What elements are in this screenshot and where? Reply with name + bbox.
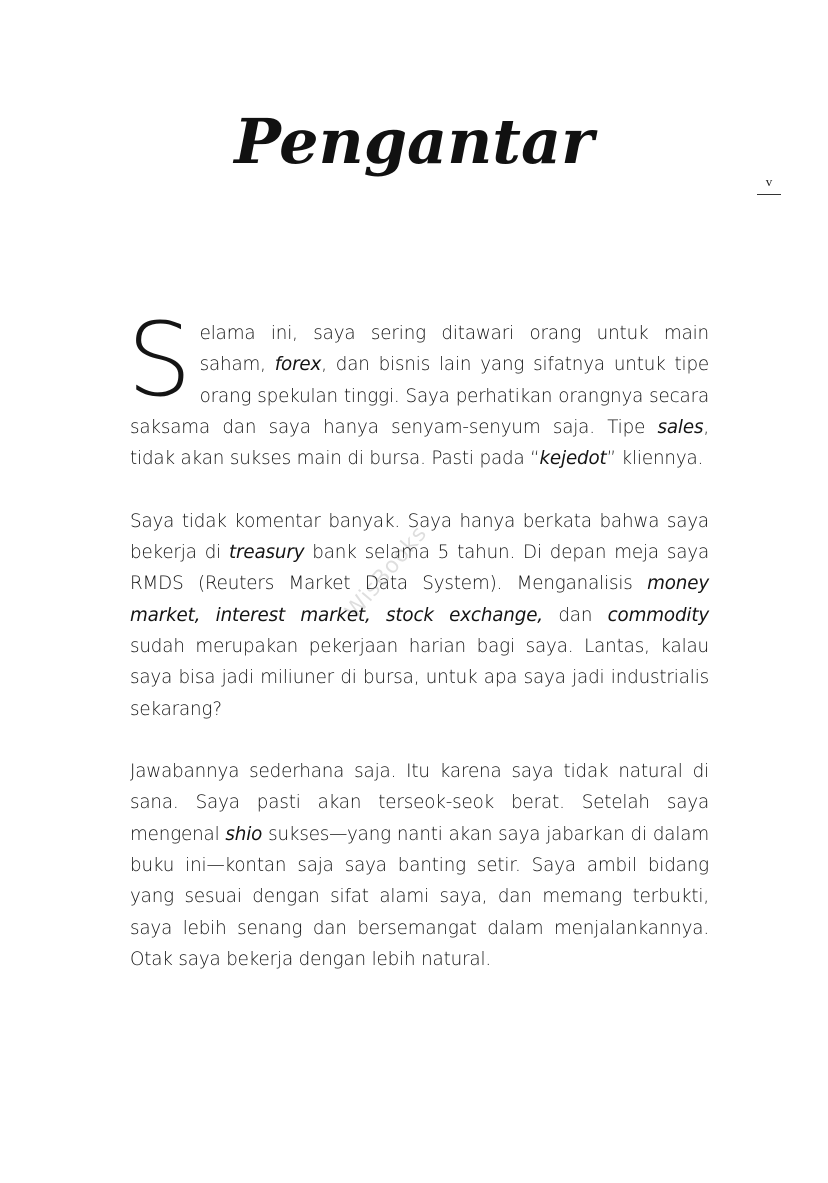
text-segment: bank selama 5 tahun. Di depan meja saya RMDS (Reuters Market Data System). Menganalisis xyxy=(130,542,709,595)
page-number: v xyxy=(765,174,773,189)
text-segment: Saya tidak komentar banyak. Saya hanya berkata bahwa saya bekerja di xyxy=(130,510,709,564)
paragraph xyxy=(130,756,709,975)
italic-text: treasury xyxy=(229,542,305,564)
italic-text: money market, interest market, stock exchange, xyxy=(130,573,709,626)
text-segment: dan xyxy=(542,604,608,626)
page-title: Pengantar xyxy=(234,105,594,178)
page-number-rule xyxy=(757,194,781,195)
italic-text: sales xyxy=(657,416,704,438)
italic-text: forex xyxy=(274,354,322,376)
italic-text: shio xyxy=(225,823,263,845)
text-segment: , dan bisnis lain yang sifatnya untuk tipe orang spekulan tinggi. Saya perhatikan orangnya secara saksama dan saya hanya senyam-senyum saja. Tipe xyxy=(130,354,709,438)
drop-cap: S xyxy=(127,301,192,420)
text-segment: elama ini, saya sering ditawari orang untuk main saham, xyxy=(199,323,709,376)
italic-text: kejedot xyxy=(539,448,607,470)
text-segment: sukses—yang nanti akan saya jabarkan di dalam buku ini—kontan saja saya banting setir. Saya ambil bidang yang sesuai dengan sifat alami saya, dan memang terbukti, saya lebih senang dan bersemangat dalam menjalankannya. Otak saya bekerja dengan lebih natural. xyxy=(130,823,709,970)
text-segment: sudah merupakan pekerjaan harian bagi saya. Lantas, kalau saya bisa jadi miliuner di bursa, untuk apa saya jadi industrialis sekarang? xyxy=(130,635,709,720)
paragraph xyxy=(127,301,709,474)
italic-text: commodity xyxy=(607,604,710,626)
text-segment: Jawabannya sederhana saja. Itu karena saya tidak natural di sana. Saya pasti akan terseok-seok berat. Setelah saya mengenal xyxy=(130,761,709,845)
text-segment: , tidak akan sukses main di bursa. Pasti pada “ xyxy=(130,416,709,470)
body-text xyxy=(127,301,710,1007)
watermark: WisBooks xyxy=(340,521,433,624)
text-segment: ” kliennya. xyxy=(606,448,704,470)
